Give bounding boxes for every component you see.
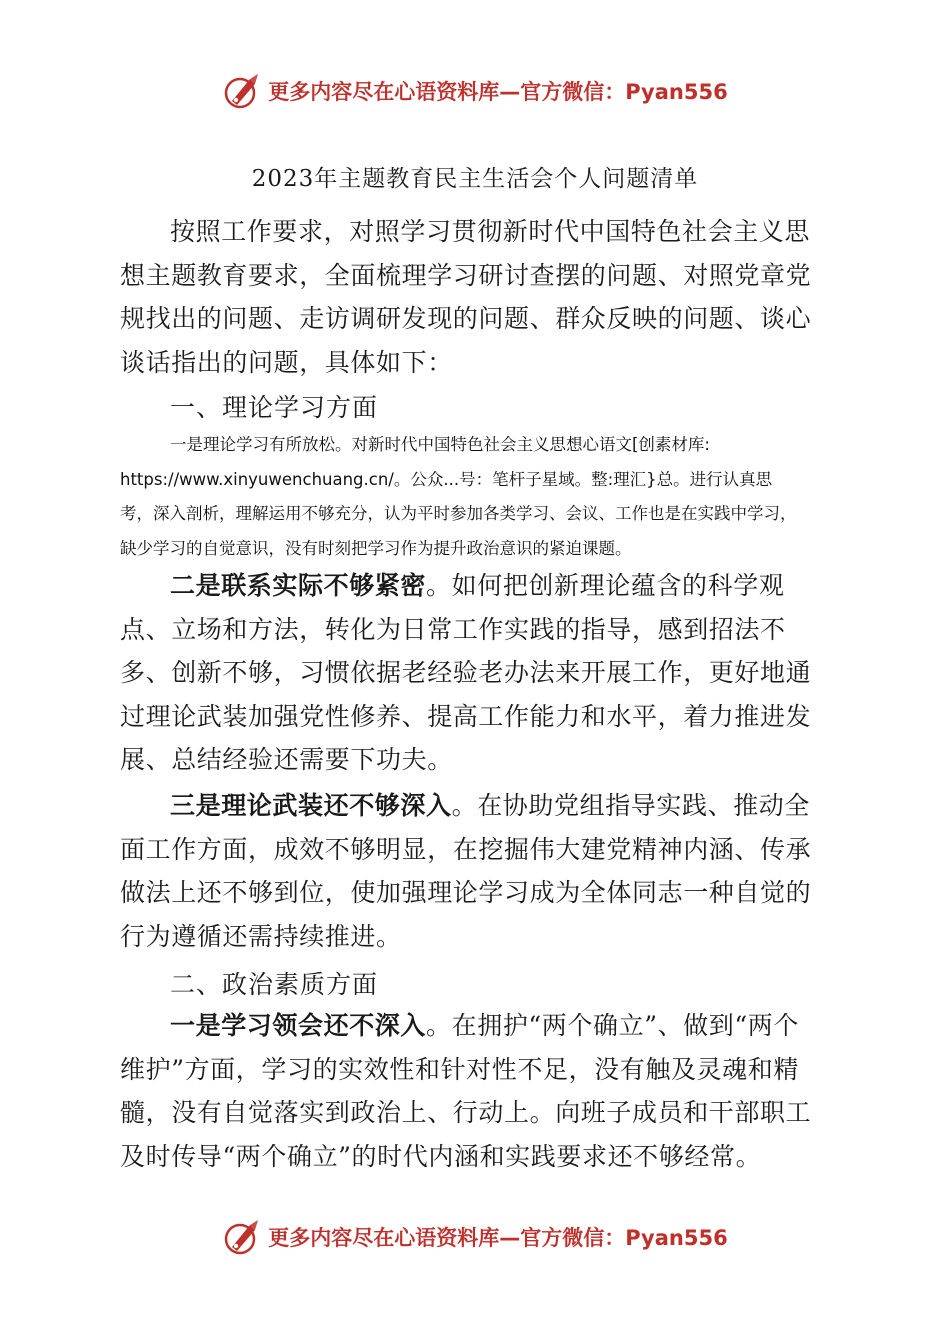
s1-item1-line: 缺少学习的自觉意识，没有时刻把学习作为提升政治意识的紧迫课题。 (120, 538, 632, 558)
section2-heading: 二、政治素质方面 (170, 970, 379, 999)
s1-item1-paragraph (120, 428, 840, 566)
footer-banner-text: 更多内容尽在心语资料库—官方微信：Pyan556 (268, 1226, 728, 1250)
intro-paragraph (120, 210, 820, 384)
footer-banner (0, 1212, 950, 1262)
header-banner-text: 更多内容尽在心语资料库—官方微信：Pyan556 (268, 80, 728, 104)
s1-item3-paragraph (120, 784, 820, 958)
document-title: 2023年主题教育民主生活会个人问题清单 (251, 166, 699, 192)
s2-item1-paragraph (120, 1004, 820, 1178)
s1-item1-line: 一是理论学习有所放松。对新时代中国特色社会主义思想心语文[创素材库: (170, 435, 710, 454)
s1-item3-body: 。在协助党组指导实践、推动全面工作方面，成效不够明显，在挖掘伟大建党精神内涵、传承做法上还不够到位，使加强理论学习成为全体同志一种自觉的行为遵循还需持续推进。 (120, 791, 812, 951)
header-banner (0, 66, 950, 116)
s1-item2-body: 。如何把创新理论蕴含的科学观点、立场和方法，转化为日常工作实践的指导，感到招法不多、创新不够，习惯依据老经验老办法来开展工作，更好地通过理论武装加强党性修养、提高工作能力和水平，着力推进发展、总结经验还需要下功夫。 (120, 571, 812, 775)
s1-item2-paragraph (120, 564, 820, 782)
pen-nib-logo-icon (222, 71, 262, 111)
s1-item1-line: https://www.xinyuwenchuang.cn/。公众...号：笔杆子星域。整:理汇}总。进行认真思 (120, 469, 773, 489)
s2-item1-body: 。在拥护“两个确立”、做到“两个维护”方面，学习的实效性和针对性不足，没有触及灵魂和精髓，没有自觉落实到政治上、行动上。向班子成员和干部职工及时传导“两个确立”的时代内涵和实践要求还不够经常。 (120, 1011, 812, 1171)
s1-item3-lead: 三是理论武装还不够深入 (170, 791, 452, 820)
s1-item1-line: 考，深入剖析，理解运用不够充分，认为平时参加各类学习、会议、工作也是在实践中学习， (120, 504, 797, 523)
section1-heading: 一、理论学习方面 (170, 393, 379, 422)
intro-text: 按照工作要求，对照学习贯彻新时代中国特色社会主义思想主题教育要求，全面梳理学习研讨查摆的问题、对照党章党规找出的问题、走访调研发现的问题、群众反映的问题、谈心谈话指出的问题，具体如下： (120, 217, 812, 377)
s2-item1-lead: 一是学习领会还不深入 (170, 1011, 427, 1040)
pen-nib-logo-icon (222, 1217, 262, 1257)
s1-item2-lead: 二是联系实际不够紧密 (170, 571, 427, 600)
